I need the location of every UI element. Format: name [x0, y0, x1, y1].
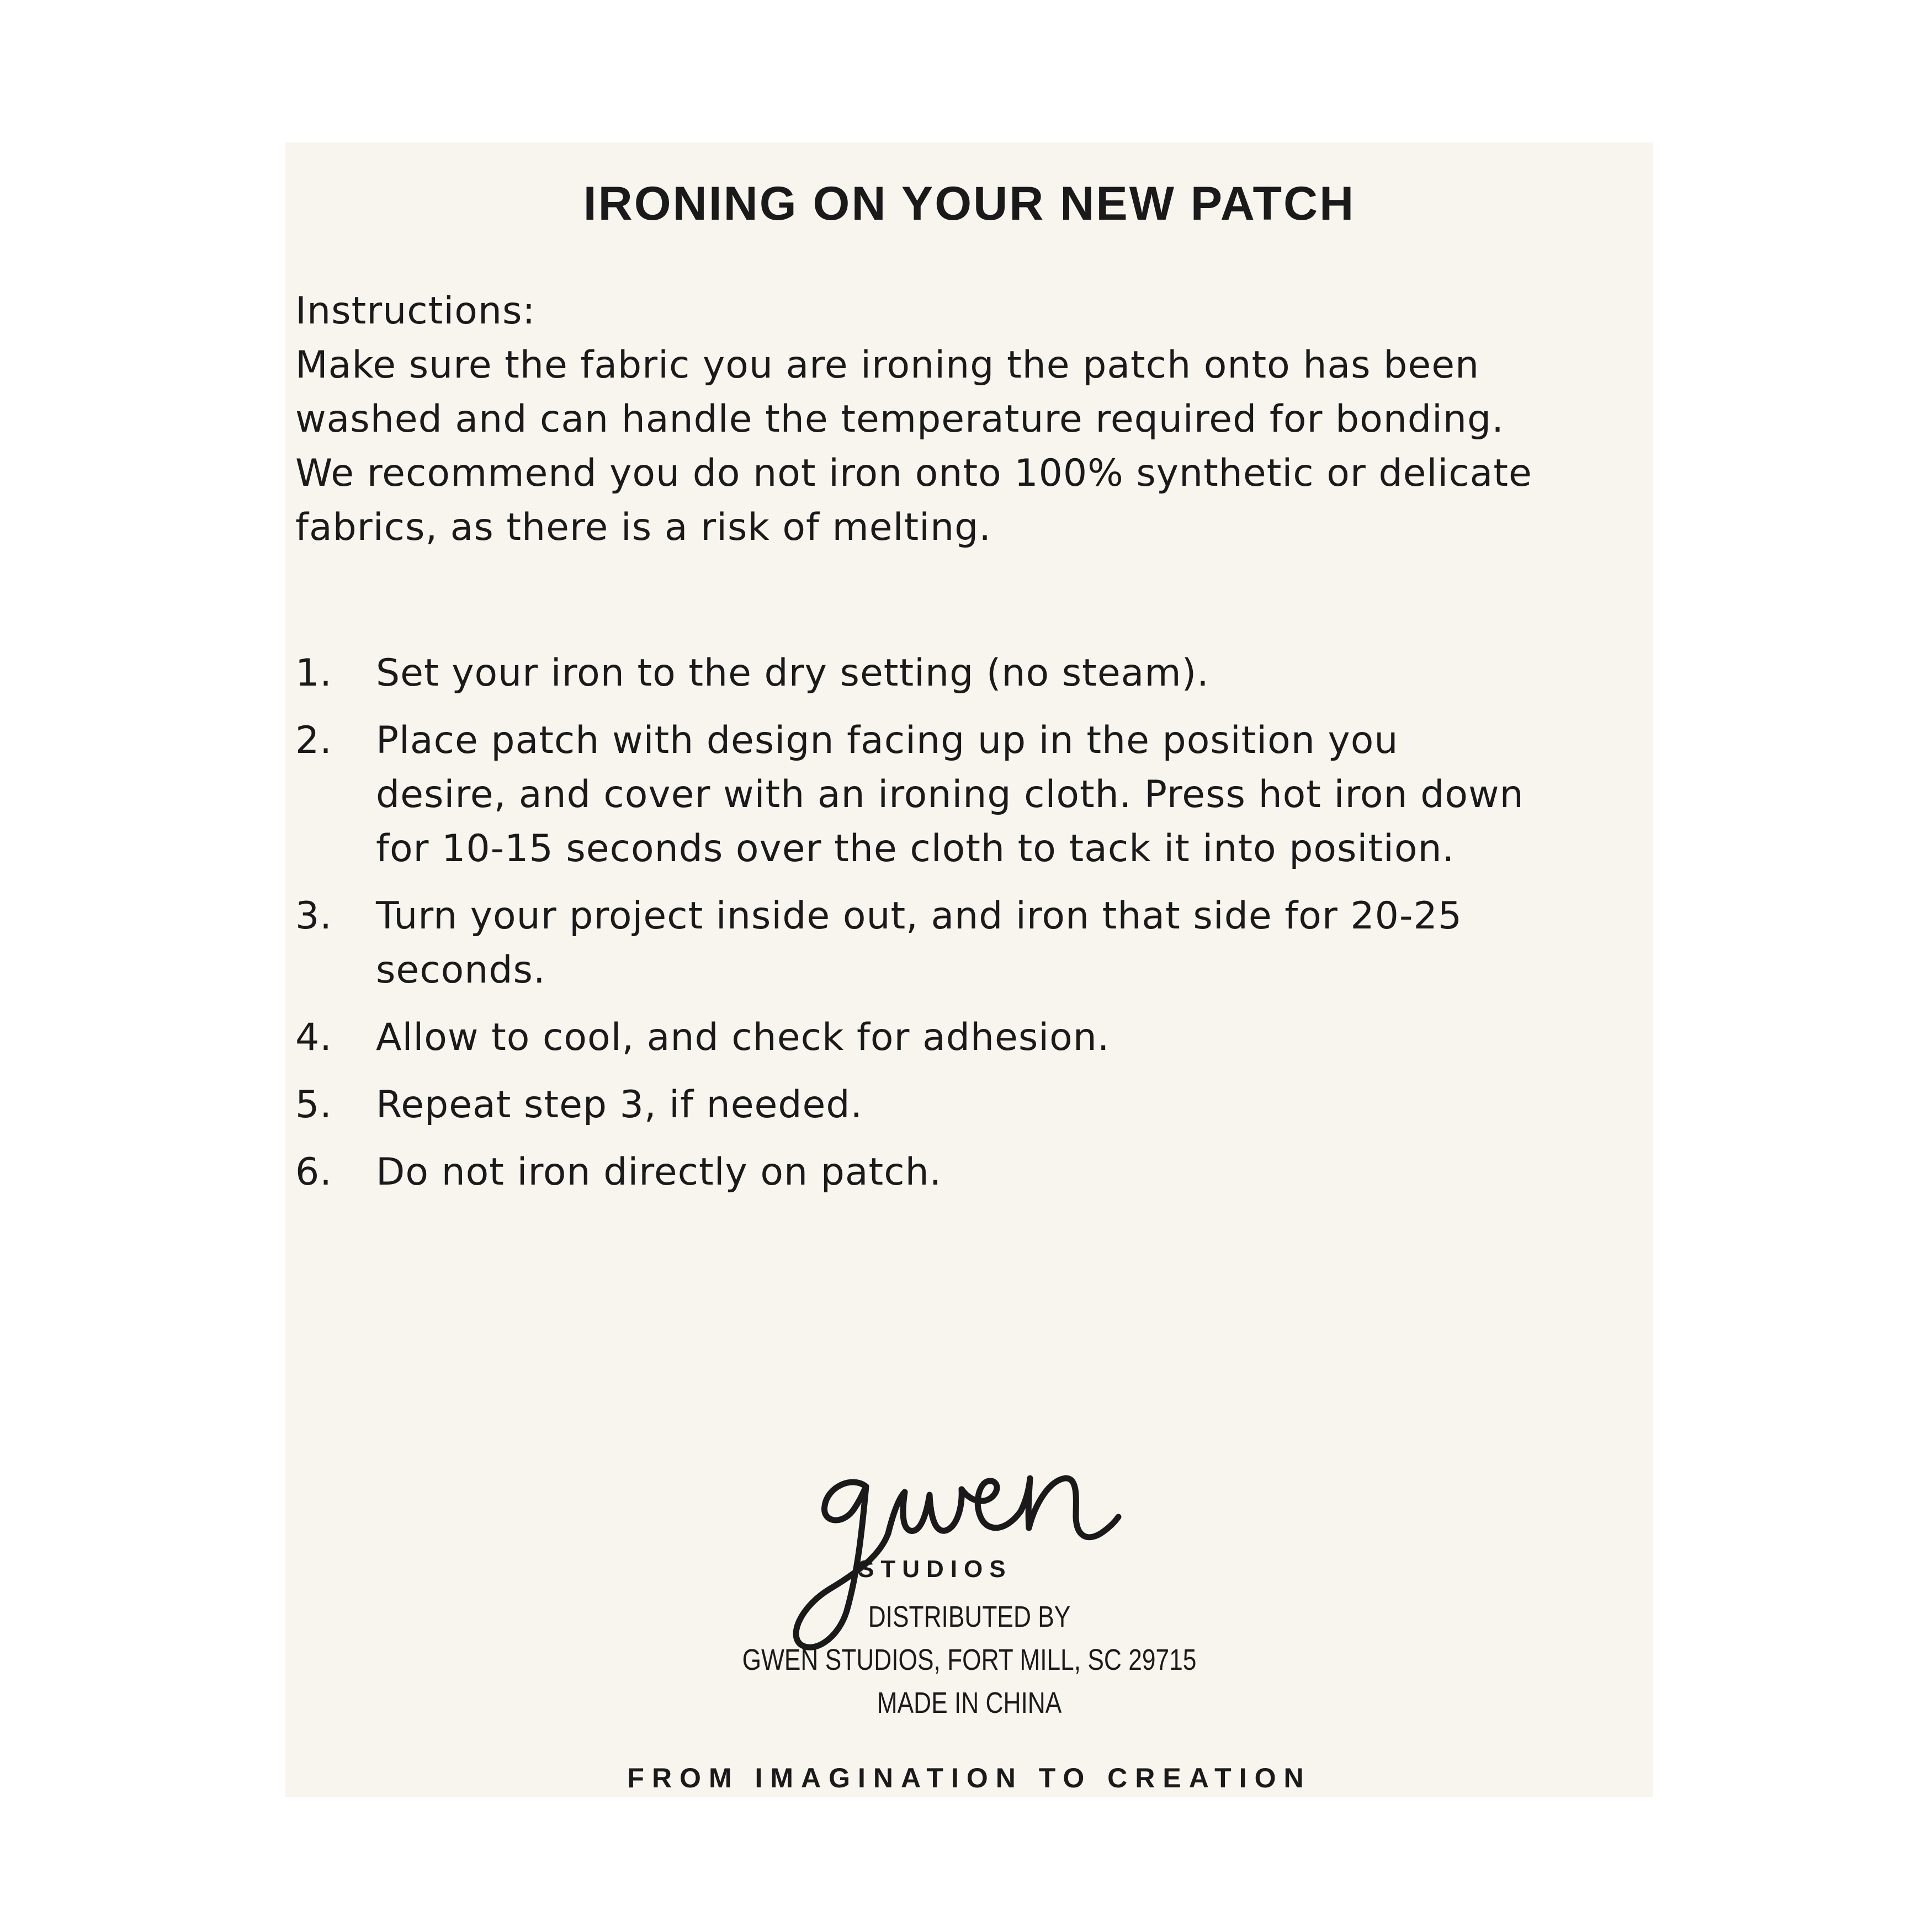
step-text [376, 714, 1631, 876]
made-in-label: MADE IN CHINA [877, 1686, 1062, 1719]
logo-studios-text: STUDIOS [858, 1556, 1012, 1583]
step-line: Set your iron to the dry setting (no steam). [376, 651, 1209, 695]
step-number: 5. [295, 1083, 332, 1127]
list-item [295, 1145, 1631, 1199]
step-text [376, 1078, 1631, 1132]
intro-line: washed and can handle the temperature required for bonding. [295, 397, 1504, 441]
step-number: 4. [295, 1016, 332, 1059]
instructions-intro [295, 284, 1620, 555]
list-item [295, 646, 1631, 700]
steps-list [295, 646, 1631, 1213]
step-line: Turn your project inside out, and iron that side for 20-25 [376, 894, 1463, 938]
step-number: 1. [295, 651, 332, 695]
instructions-heading: Instructions: [295, 289, 536, 333]
step-text [376, 1011, 1631, 1065]
list-item [295, 714, 1631, 876]
step-line: for 10-15 seconds over the cloth to tack it into position. [376, 827, 1455, 871]
step-text [376, 889, 1631, 997]
step-text [376, 646, 1631, 700]
list-item [295, 1078, 1631, 1132]
intro-line: Make sure the fabric you are ironing the patch onto has been [295, 343, 1480, 387]
instruction-card [285, 142, 1653, 1797]
step-line: Place patch with design facing up in the position you [376, 719, 1399, 762]
tagline: FROM IMAGINATION TO CREATION [627, 1763, 1312, 1793]
step-number: 2. [295, 719, 332, 762]
step-line: Allow to cool, and check for adhesion. [376, 1016, 1110, 1059]
step-line: desire, and cover with an ironing cloth. Press hot iron down [376, 773, 1524, 816]
page-title: IRONING ON YOUR NEW PATCH [583, 177, 1356, 230]
step-number: 6. [295, 1150, 332, 1194]
intro-line: fabrics, as there is a risk of melting. [295, 506, 991, 549]
step-number: 3. [295, 894, 332, 938]
list-item [295, 889, 1631, 997]
distributor-address: GWEN STUDIOS, FORT MILL, SC 29715 [742, 1643, 1197, 1676]
list-item [295, 1011, 1631, 1065]
step-line: Do not iron directly on patch. [376, 1150, 942, 1194]
distributed-by: DISTRIBUTED BY [868, 1600, 1071, 1633]
step-line: Repeat step 3, if needed. [376, 1083, 863, 1127]
step-text [376, 1145, 1631, 1199]
intro-line: We recommend you do not iron onto 100% synthetic or delicate [295, 452, 1532, 495]
step-line: seconds. [376, 948, 546, 992]
